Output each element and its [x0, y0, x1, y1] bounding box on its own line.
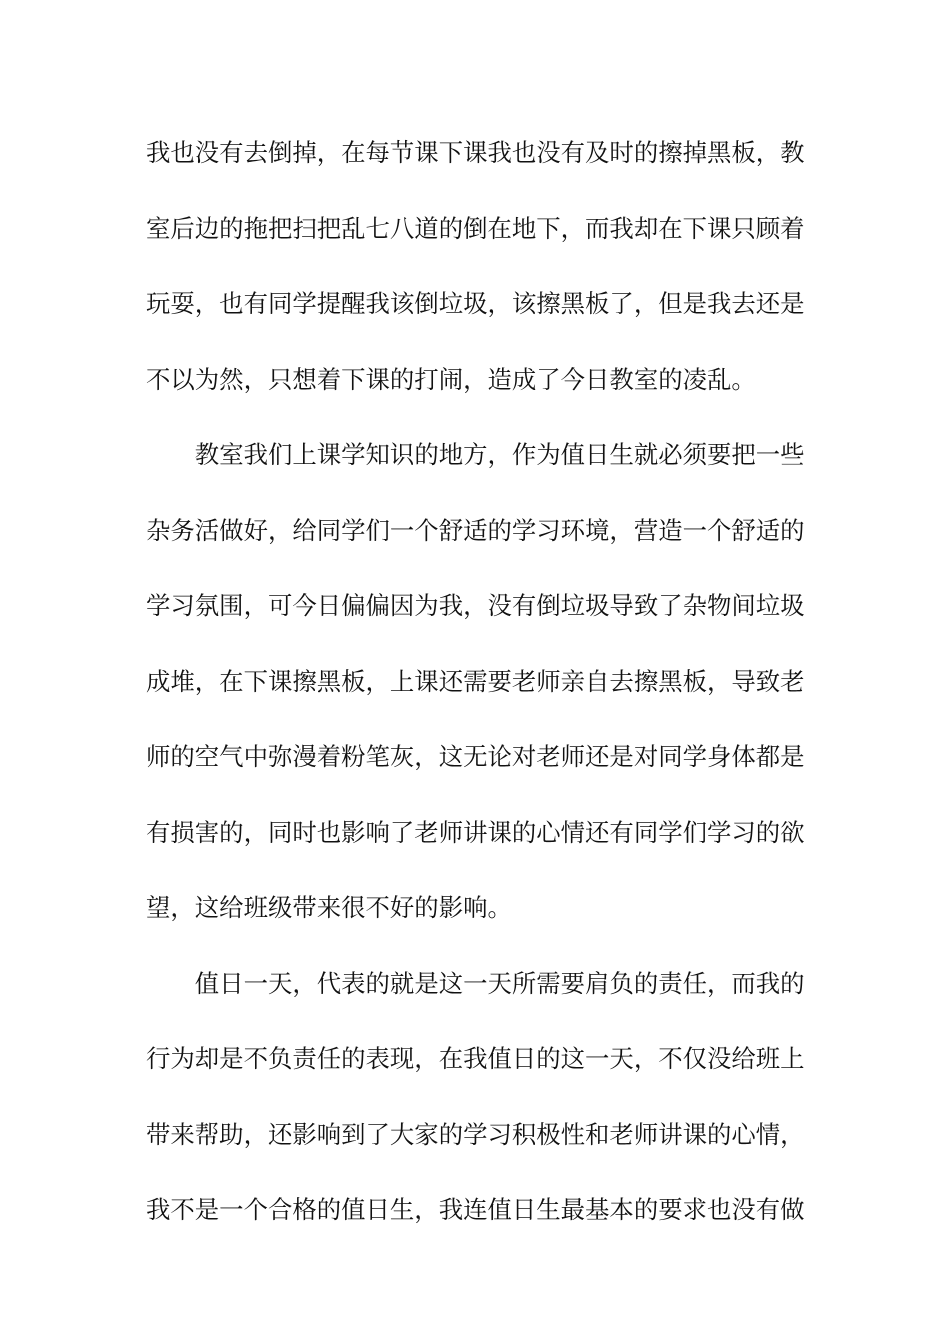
text-line: 师的空气中弥漫着粉笔灰，这无论对老师还是对同学身体都是	[146, 742, 805, 771]
text-line: 我也没有去倒掉，在每节课下课我也没有及时的擦掉黑板，教	[146, 138, 805, 167]
text-line: 学习氛围，可今日偏偏因为我，没有倒垃圾导致了杂物间垃圾	[146, 591, 805, 620]
text-line: 行为却是不负责任的表现，在我值日的这一天，不仅没给班上	[146, 1044, 805, 1073]
text-line: 成堆，在下课擦黑板，上课还需要老师亲自去擦黑板，导致老	[146, 666, 805, 696]
text-line: 望，这给班级带来很不好的影响。	[146, 893, 512, 922]
text-line: 玩耍，也有同学提醒我该倒垃圾，该擦黑板了，但是我去还是	[146, 289, 805, 318]
text-line: 带来帮助，还影响到了大家的学习积极性和老师讲课的心情，	[146, 1119, 805, 1149]
text-line: 有损害的，同时也影响了老师讲课的心情还有同学们学习的欲	[146, 817, 805, 847]
text-line: 我不是一个合格的值日生，我连值日生最基本的要求也没有做	[146, 1195, 805, 1224]
paragraph-first-line: 教室我们上课学知识的地方，作为值日生就必须要把一些	[194, 440, 805, 469]
text-line: 不以为然，只想着下课的打闹，造成了今日教室的凌乱。	[146, 364, 756, 394]
text-line: 杂务活做好，给同学们一个舒适的学习环境，营造一个舒适的	[146, 515, 805, 545]
document-body	[146, 130, 804, 1263]
text-line: 室后边的拖把扫把乱七八道的倒在地下，而我却在下课只顾着	[146, 213, 805, 243]
paragraph-first-line: 值日一天，代表的就是这一天所需要肩负的责任，而我的	[194, 968, 805, 998]
